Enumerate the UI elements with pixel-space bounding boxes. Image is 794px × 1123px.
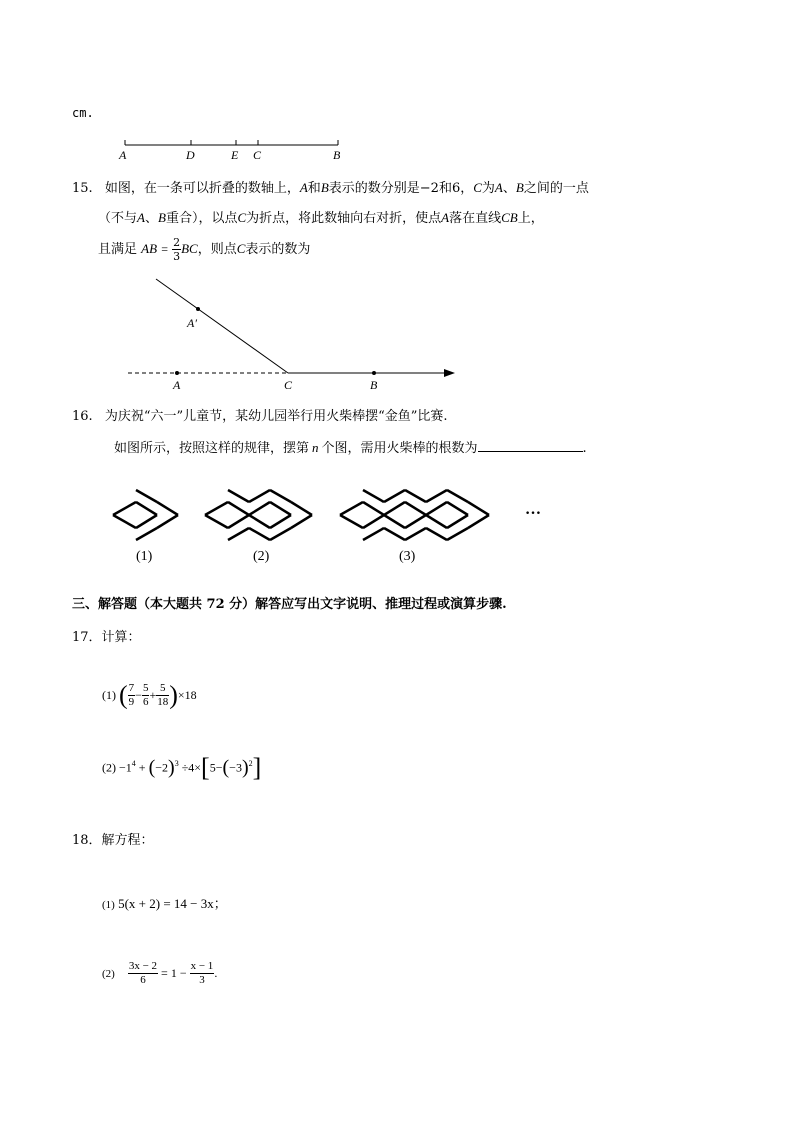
q17-title: 17．计算： (72, 630, 141, 645)
label-b: B (370, 378, 378, 392)
q18-part2: (2) $\frac{3x - 2}{6}$ = 1 − $\frac{x - 1}{3}$ . (102, 960, 218, 986)
segment-figure (110, 136, 360, 164)
fraction-two-thirds: $\frac{2}{3}$ (173, 236, 181, 263)
fish-figure-3 (340, 490, 489, 540)
unit-text: cm. (72, 106, 94, 120)
section-title: 三、解答题（本大题共 72 分）解答应写出文字说明、推理过程或演算步骤. (72, 597, 507, 612)
label-c: C (284, 378, 293, 392)
label-c: C (253, 148, 262, 162)
q18-part1: (1) 5(x + 2) = 14 − 3x； (102, 896, 227, 911)
label-d: D (186, 148, 195, 162)
q15-line3: 且满足 AB = $\frac{2}{3}$ BC，则点C表示的数为 (98, 236, 311, 263)
q18-title: 18．解方程： (72, 833, 154, 848)
q15-number: 15. (72, 181, 93, 196)
q15-line1: 15. 如图，在一条可以折叠的数轴上，A和B表示的数分别是−2和6，C为A、B之间的一点 (72, 180, 589, 196)
fish-figure-2 (205, 490, 312, 540)
q16-line2: 如图所示，按照这样的规律，摆第 n 个图，需用火柴棒的根数为 . (114, 440, 587, 456)
ellipsis: … (525, 501, 541, 518)
label-b: B (333, 148, 341, 162)
label-a: A (173, 378, 181, 392)
label-a: A (119, 148, 127, 162)
q16-line1: 16. 为庆祝“六一”儿童节，某幼儿园举行用火柴棒摆“金鱼”比赛. (72, 409, 448, 424)
label-a-prime: A′ (187, 316, 197, 330)
answer-blank[interactable] (478, 438, 583, 452)
fold-figure (120, 272, 465, 394)
q17-part1: (1) ( $\frac{7}{9}$ − $\frac{5}{6}$ + $\frac{5}{18}$ )×18 (102, 680, 197, 710)
q17-part2: $(2) -1^4 + (-2)^3 \div 4\times[5-(-3)^2]$ (102, 753, 262, 782)
axis-arrow (444, 369, 455, 377)
fish-label-3: (3) (399, 549, 416, 564)
q15-line2: （不与A、B重合），以点C为折点，将此数轴向右对折，使点A落在直线CB上， (98, 210, 544, 226)
q16-number: 16. (72, 409, 93, 424)
fish-label-2: (2) (253, 549, 270, 564)
label-e: E (231, 148, 239, 162)
fish-figure-1 (113, 490, 178, 540)
matchstick-fish-figure (105, 478, 565, 570)
fish-label-1: (1) (136, 549, 153, 564)
